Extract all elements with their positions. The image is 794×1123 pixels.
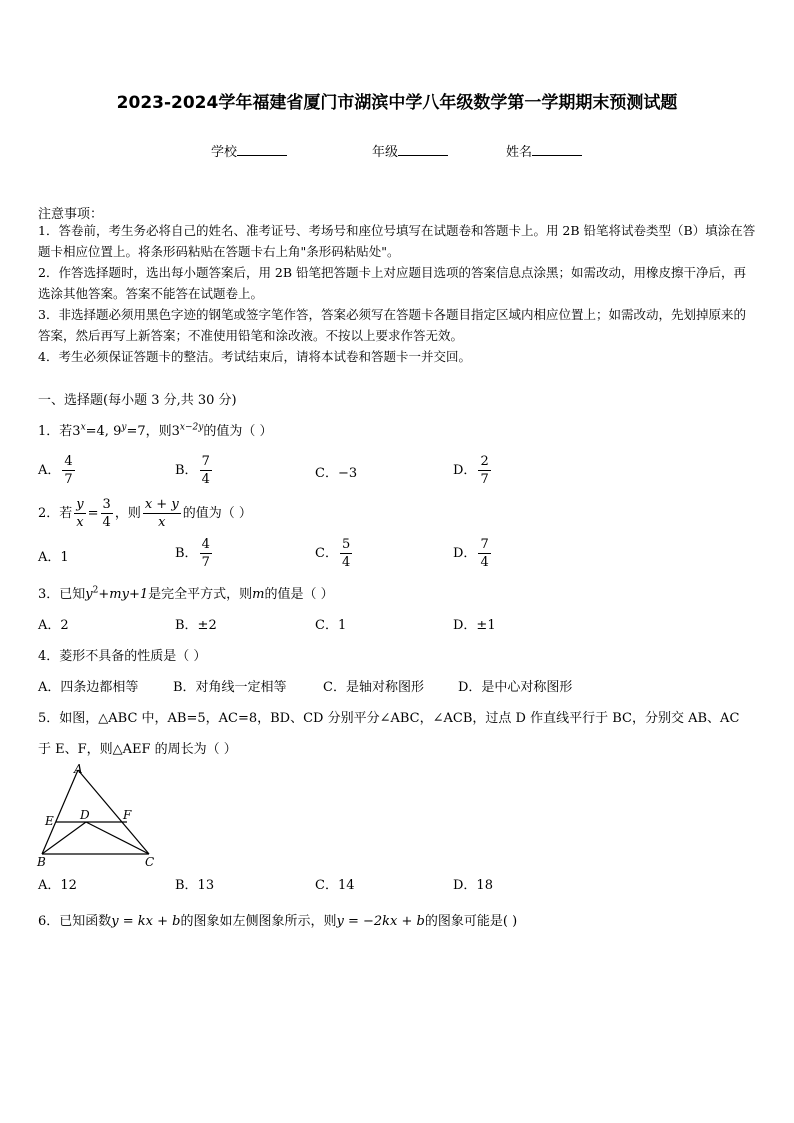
school-field[interactable] [211, 141, 287, 160]
q4-option-b[interactable]: B．对角线一定相等 [173, 680, 287, 695]
name-blank[interactable] [532, 143, 582, 156]
label-b: B [37, 855, 46, 869]
grade-blank[interactable] [398, 143, 448, 156]
page-title: 2023-2024学年福建省厦门市湖滨中学八年级数学第一学期期末预测试题 [116, 93, 678, 113]
label-e: E [45, 814, 54, 828]
school-label: 学校 [211, 145, 238, 160]
label-a: A [74, 762, 83, 776]
q1-option-b[interactable]: B． $\frac{7}{4}$ [175, 454, 210, 487]
triangle-figure [34, 760, 164, 870]
school-blank[interactable] [237, 143, 287, 156]
grade-field[interactable] [372, 141, 448, 160]
question-4: 4．菱形不具备的性质是（ ） [38, 649, 207, 664]
grade-label: 年级 [372, 145, 399, 160]
question-5-line-1: 5．如图，△ABC 中，AB=5，AC=8，BD、CD 分别平分∠ABC，∠ACB，过点 D 作直线平行于 BC，分别交 AB、AC [38, 711, 740, 726]
q2-option-d[interactable]: D． $\frac{7}{4}$ [453, 537, 489, 570]
question-1: 1．若$3^x=4$, $9^y=7$，则$3^{x-2y}$的值为（ ） [38, 422, 273, 439]
q5-option-c[interactable]: C．14 [315, 878, 355, 893]
notice-heading: 注意事项： [38, 207, 104, 222]
notice-item-2: 2．作答选择题时，选出每小题答案后，用 2B 铅笔把答题卡上对应题目选项的答案信息点涂黑；如需改动，用橡皮擦干净后，再选涂其他答案。答案不能答在试题卷上。 [38, 265, 747, 301]
q1-option-c[interactable]: C．−3 [315, 466, 358, 481]
q4-option-a[interactable]: A．四条边都相等 [38, 680, 139, 695]
question-6: 6．已知函数y = kx + b的图象如左侧图象所示，则y = −2kx + b的图象可能是( ) [38, 914, 518, 929]
q4-option-d[interactable]: D．是中心对称图形 [458, 680, 573, 695]
notice-item-3: 3．非选择题必须用黑色字迹的钢笔或签字笔作答，答案必须写在答题卡各题目指定区域内相应位置上；如需改动，先划掉原来的答案，然后再写上新答案；不准使用铅笔和涂改液。不按以上要求作答无效。 [38, 307, 746, 343]
q1-option-a[interactable]: A． $\frac{4}{7}$ [38, 454, 73, 487]
name-label: 姓名 [506, 145, 533, 160]
question-3: 3．已知$y^2+my+1$是完全平方式，则m的值是（ ） [38, 585, 334, 602]
q2-option-c[interactable]: C． $\frac{5}{4}$ [315, 537, 351, 570]
q3-option-b[interactable]: B．±2 [175, 618, 217, 633]
notice-item-1: 1．答卷前，考生务必将自己的姓名、准考证号、考场号和座位号填写在试题卷和答题卡上。用 2B 铅笔将试卷类型（B）填涂在答题卡相应位置上。将条形码粘贴在答题卡右上角"条形码粘贴处"。 [38, 223, 756, 259]
q5-option-d[interactable]: D．18 [453, 878, 493, 893]
q2-option-b[interactable]: B． $\frac{4}{7}$ [175, 537, 210, 570]
question-5-line-2: 于 E、F，则△AEF 的周长为（ ） [38, 742, 237, 757]
q5-option-a[interactable]: A．12 [38, 878, 77, 893]
q3-option-a[interactable]: A．2 [38, 618, 69, 633]
q5-option-b[interactable]: B．13 [175, 878, 215, 893]
q1-option-d[interactable]: D． $\frac{2}{7}$ [453, 454, 489, 487]
label-d: D [80, 808, 90, 822]
name-field[interactable] [506, 141, 582, 160]
question-2: 2．若 $\frac{y}{x}$ = $\frac{3}{4}$ ，则 $\frac{x + y}{x}$ 的值为（ ） [38, 497, 252, 530]
label-f: F [123, 808, 132, 822]
section-heading: 一、选择题(每小题 3 分,共 30 分) [38, 393, 237, 408]
q3-option-c[interactable]: C．1 [315, 618, 347, 633]
q4-option-c[interactable]: C．是轴对称图形 [323, 680, 424, 695]
q3-option-d[interactable]: D．±1 [453, 618, 496, 633]
label-c: C [145, 855, 155, 869]
q2-option-a[interactable]: A．1 [38, 550, 69, 565]
notice-item-4: 4．考生必须保证答题卡的整洁。考试结束后，请将本试卷和答题卡一并交回。 [38, 349, 471, 364]
